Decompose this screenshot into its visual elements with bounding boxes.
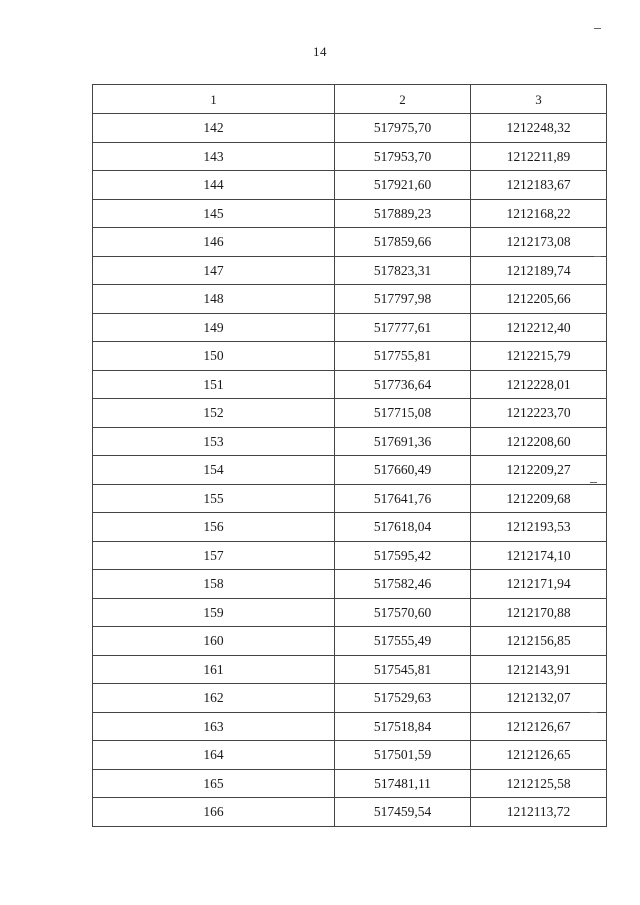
table-cell-col3: 1212248,32 [471, 114, 607, 143]
table-cell-col2: 517518,84 [335, 712, 471, 741]
table-row [93, 313, 607, 342]
table-cell-col3: 1212215,79 [471, 342, 607, 371]
table-row [93, 570, 607, 599]
table-row [93, 598, 607, 627]
table-cell-col3: 1212170,88 [471, 598, 607, 627]
table-cell-col1: 145 [93, 199, 335, 228]
table-cell-col2: 517777,61 [335, 313, 471, 342]
table-cell-col3: 1212193,53 [471, 513, 607, 542]
table-row [93, 399, 607, 428]
table-cell-col2: 517823,31 [335, 256, 471, 285]
table-cell-col1: 151 [93, 370, 335, 399]
table-cell-col1: 163 [93, 712, 335, 741]
table-row [93, 627, 607, 656]
table-cell-col3: 1212208,60 [471, 427, 607, 456]
table-cell-col2: 517570,60 [335, 598, 471, 627]
scan-mark [594, 28, 601, 29]
table-row [93, 769, 607, 798]
table-cell-col3: 1212209,27 [471, 456, 607, 485]
table-cell-col3: 1212174,10 [471, 541, 607, 570]
table-cell-col1: 155 [93, 484, 335, 513]
table-cell-col2: 517953,70 [335, 142, 471, 171]
table-cell-col3: 1212132,07 [471, 684, 607, 713]
table-row [93, 256, 607, 285]
table-row [93, 541, 607, 570]
table-row [93, 142, 607, 171]
table-cell-col1: 144 [93, 171, 335, 200]
coordinates-table [92, 84, 607, 827]
table-body [93, 114, 607, 827]
table-cell-col2: 517660,49 [335, 456, 471, 485]
table-cell-col2: 517481,11 [335, 769, 471, 798]
table-cell-col2: 517755,81 [335, 342, 471, 371]
table-cell-col2: 517595,42 [335, 541, 471, 570]
table-cell-col1: 164 [93, 741, 335, 770]
table-row [93, 456, 607, 485]
table-row [93, 199, 607, 228]
table-cell-col1: 154 [93, 456, 335, 485]
table-cell-col1: 158 [93, 570, 335, 599]
table-cell-col1: 157 [93, 541, 335, 570]
table-cell-col3: 1212126,67 [471, 712, 607, 741]
table-cell-col2: 517641,76 [335, 484, 471, 513]
table-cell-col1: 162 [93, 684, 335, 713]
column-header-3: 3 [471, 85, 607, 114]
table-row [93, 684, 607, 713]
table-row [93, 513, 607, 542]
table-cell-col2: 517797,98 [335, 285, 471, 314]
table-cell-col1: 142 [93, 114, 335, 143]
table-cell-col2: 517529,63 [335, 684, 471, 713]
table-cell-col3: 1212168,22 [471, 199, 607, 228]
table-row [93, 285, 607, 314]
table-cell-col3: 1212113,72 [471, 798, 607, 827]
table-cell-col1: 152 [93, 399, 335, 428]
table-row [93, 741, 607, 770]
table-cell-col2: 517975,70 [335, 114, 471, 143]
table-cell-col1: 146 [93, 228, 335, 257]
table-row [93, 484, 607, 513]
table-cell-col1: 147 [93, 256, 335, 285]
table-cell-col1: 149 [93, 313, 335, 342]
table-cell-col3: 1212212,40 [471, 313, 607, 342]
table-cell-col3: 1212126,65 [471, 741, 607, 770]
table-cell-col3: 1212173,08 [471, 228, 607, 257]
table-row [93, 114, 607, 143]
scan-mark [594, 256, 601, 257]
table-cell-col1: 165 [93, 769, 335, 798]
table-header-row [93, 85, 607, 114]
table-cell-col2: 517618,04 [335, 513, 471, 542]
table-cell-col2: 517501,59 [335, 741, 471, 770]
table-row [93, 427, 607, 456]
table-cell-col1: 161 [93, 655, 335, 684]
table-cell-col3: 1212209,68 [471, 484, 607, 513]
table-cell-col1: 143 [93, 142, 335, 171]
table-cell-col3: 1212189,74 [471, 256, 607, 285]
table-cell-col3: 1212211,89 [471, 142, 607, 171]
scan-mark [590, 482, 597, 483]
table-cell-col1: 166 [93, 798, 335, 827]
table-row [93, 171, 607, 200]
table-cell-col1: 159 [93, 598, 335, 627]
table-cell-col2: 517545,81 [335, 655, 471, 684]
table-cell-col2: 517582,46 [335, 570, 471, 599]
table-cell-col3: 1212125,58 [471, 769, 607, 798]
page-number: 14 [313, 44, 327, 59]
table-cell-col1: 150 [93, 342, 335, 371]
column-header-1: 1 [93, 85, 335, 114]
table-cell-col1: 148 [93, 285, 335, 314]
table-cell-col2: 517555,49 [335, 627, 471, 656]
table-row [93, 228, 607, 257]
table-cell-col3: 1212143,91 [471, 655, 607, 684]
table-cell-col2: 517859,66 [335, 228, 471, 257]
table-cell-col2: 517691,36 [335, 427, 471, 456]
table-cell-col1: 153 [93, 427, 335, 456]
table-row [93, 655, 607, 684]
table-cell-col2: 517459,54 [335, 798, 471, 827]
table-row [93, 712, 607, 741]
table-cell-col3: 1212223,70 [471, 399, 607, 428]
table-cell-col2: 517736,64 [335, 370, 471, 399]
table-row [93, 798, 607, 827]
table-cell-col3: 1212171,94 [471, 570, 607, 599]
table-cell-col1: 160 [93, 627, 335, 656]
table-row [93, 342, 607, 371]
table-cell-col2: 517889,23 [335, 199, 471, 228]
column-header-2: 2 [335, 85, 471, 114]
table-cell-col3: 1212156,85 [471, 627, 607, 656]
table-cell-col3: 1212205,66 [471, 285, 607, 314]
table-row [93, 370, 607, 399]
scan-mark [590, 712, 597, 713]
table-cell-col3: 1212183,67 [471, 171, 607, 200]
table-cell-col1: 156 [93, 513, 335, 542]
table-cell-col2: 517715,08 [335, 399, 471, 428]
table-cell-col3: 1212228,01 [471, 370, 607, 399]
table-cell-col2: 517921,60 [335, 171, 471, 200]
